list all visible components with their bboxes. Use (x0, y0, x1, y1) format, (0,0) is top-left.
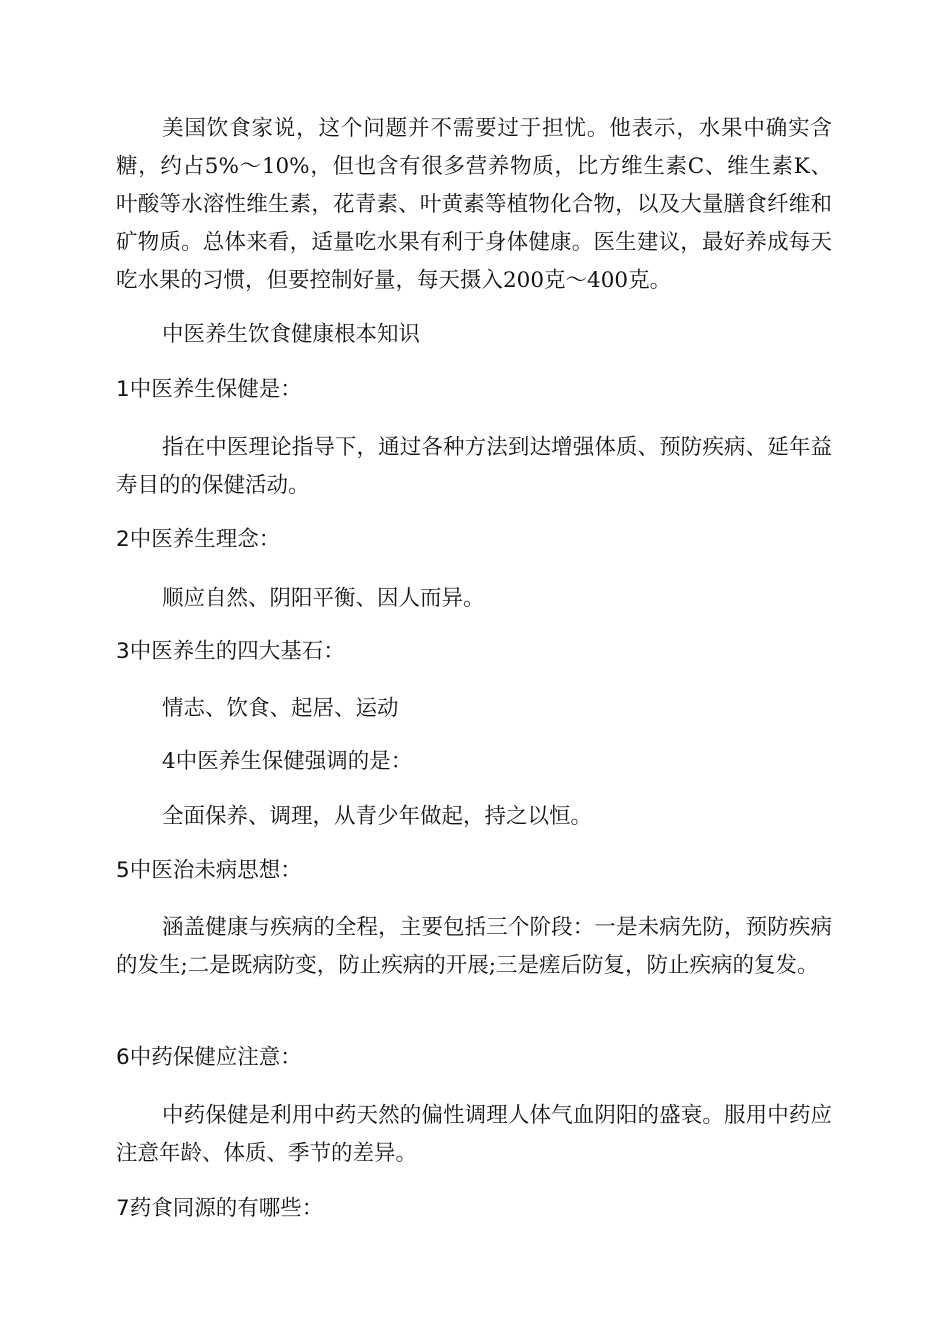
section-heading-7 (116, 1190, 832, 1228)
section-heading-1 (116, 371, 832, 409)
section-number: 1 (116, 377, 130, 402)
section-intro-title: 中医养生饮食健康根本知识 (162, 322, 421, 347)
section-heading-2 (116, 521, 832, 559)
section-body-4: 全面保养、调理，从青少年做起，持之以恒。 (162, 804, 593, 829)
section-number: 2 (116, 527, 130, 552)
section-heading-3 (116, 633, 832, 671)
section-number: 6 (116, 1045, 130, 1070)
section-title: 药食同源的有哪些： (129, 1196, 324, 1221)
section-title: 中医养生保健是： (129, 377, 302, 402)
section-number: 7 (116, 1196, 130, 1221)
section-title: 中医养生理念： (129, 527, 281, 552)
section-number: 3 (116, 639, 130, 664)
section-title: 中医养生的四大基石： (129, 639, 345, 664)
section-number: 5 (116, 858, 130, 883)
section-body-3: 情志、饮食、起居、运动 (162, 696, 399, 721)
section-heading-6 (116, 1039, 832, 1077)
section-body-2: 顺应自然、阴阳平衡、因人而异。 (162, 586, 485, 611)
intro-paragraph: 美国饮食家说，这个问题并不需要过于担忧。他表示，水果中确实含糖，约占5%～10%，但也含有很多营养物质，比方维生素C、维生素K、叶酸等水溶性维生素，花青素、叶黄素等植物化合物，以及大量膳食纤维和矿物质。总体来看，适量吃水果有利于身体健康。医生建议，最好养成每天吃水果的习惯，但要控制好量，每天摄入200克～400克。 (116, 116, 832, 293)
section-body-6: 中药保健是利用中药天然的偏性调理人体气血阴阳的盛衰。服用中药应注意年龄、体质、季节的差异。 (116, 1103, 832, 1166)
section-title: 中医养生保健强调的是： (175, 749, 413, 774)
section-heading-4 (162, 743, 878, 781)
section-title: 中医治未病思想： (129, 858, 302, 883)
section-body-1: 指在中医理论指导下，通过各种方法到达增强体质、预防疾病、延年益寿目的的保健活动。 (116, 435, 832, 498)
section-heading-5 (116, 852, 832, 890)
section-body-5: 涵盖健康与疾病的全程，主要包括三个阶段：一是未病先防，预防疾病的发生;二是既病防变，防止疾病的开展;三是瘥后防复，防止疾病的复发。 (116, 915, 832, 978)
section-title: 中药保健应注意： (129, 1045, 302, 1070)
section-number: 4 (162, 749, 176, 774)
